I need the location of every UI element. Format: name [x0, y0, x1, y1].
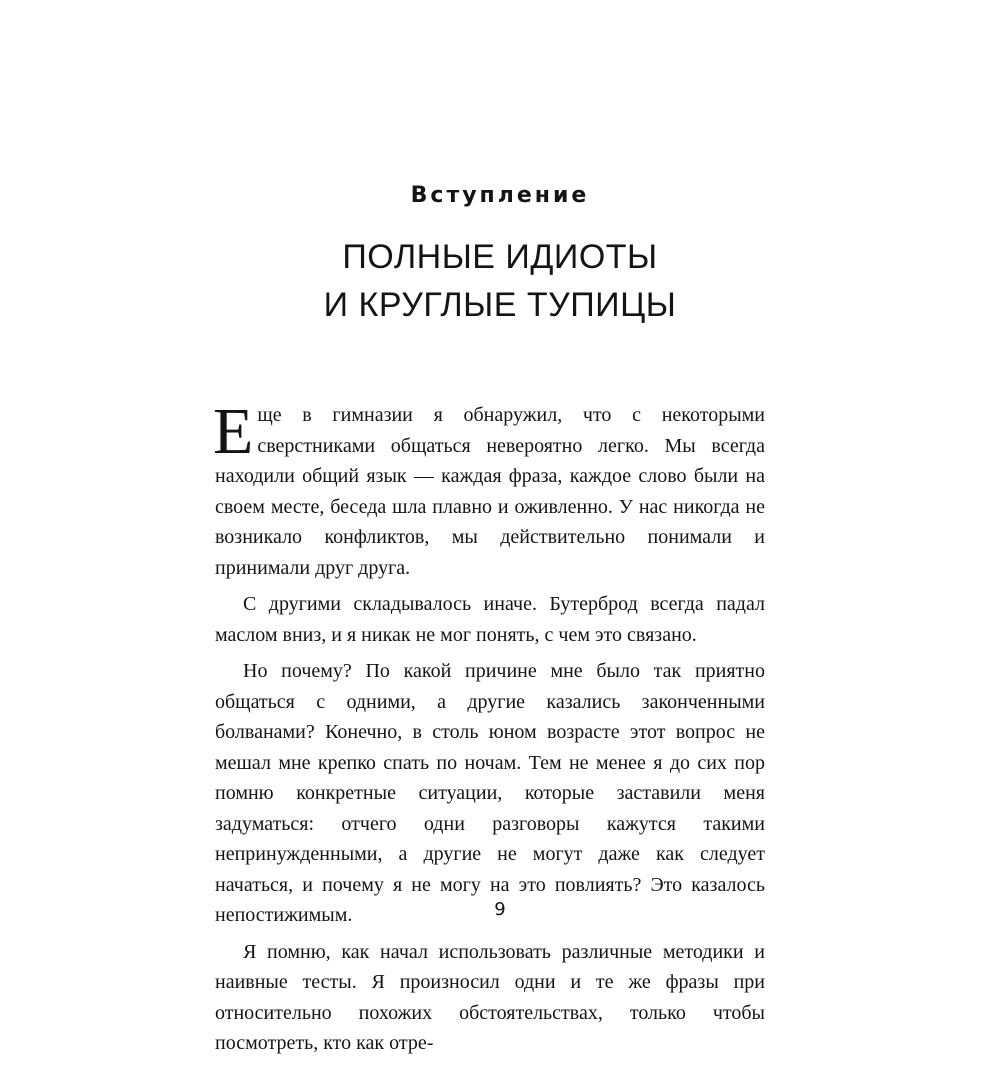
paragraph-2: С другими складывалось иначе. Бутерброд всегда падал маслом вниз, и я никак не мог понять, с чем это связано.: [215, 593, 765, 646]
page-number: 9: [494, 899, 506, 920]
drop-cap: Е: [213, 395, 254, 468]
chapter-title-line-1: ПОЛНЫЕ ИДИОТЫ: [342, 238, 658, 276]
paragraph-1-text: ще в гимназии я обнаружил, что с некоторыми сверстниками общаться невероятно легко. Мы всегда находили общий язык — каждая фраза, каждое слово были на своем месте, беседа шла плавно и оживленно. У нас никогда не возникало конфликтов, мы действительно понимали и принимали друг друга.: [215, 404, 765, 579]
paragraph-3: Но почему? По какой причине мне было так приятно общаться с одними, а другие казались законченными болванами? Конечно, в столь юном возрасте этот вопрос не мешал мне крепко спать по ночам. Тем не менее я до сих пор помню конкретные ситуации, которые заставили меня задуматься: отчего одни разговоры кажутся такими непринужденными, а другие не могут даже как следует начаться, и почему я не могу на это повлиять? Это казалось непостижимым.: [215, 660, 765, 926]
paragraph-1: [213, 395, 765, 583]
chapter-title: [0, 233, 1000, 329]
body-text: [213, 395, 765, 1065]
chapter-title-line-2: И КРУГЛЫЕ ТУПИЦЫ: [323, 286, 677, 324]
paragraph-4: Я помню, как начал использовать различные методики и наивные тесты. Я произносил одни и те же фразы при относительно похожих обстоятельствах, только чтобы посмотреть, кто как отре-: [215, 940, 765, 1054]
chapter-label: Вступление: [410, 183, 590, 208]
